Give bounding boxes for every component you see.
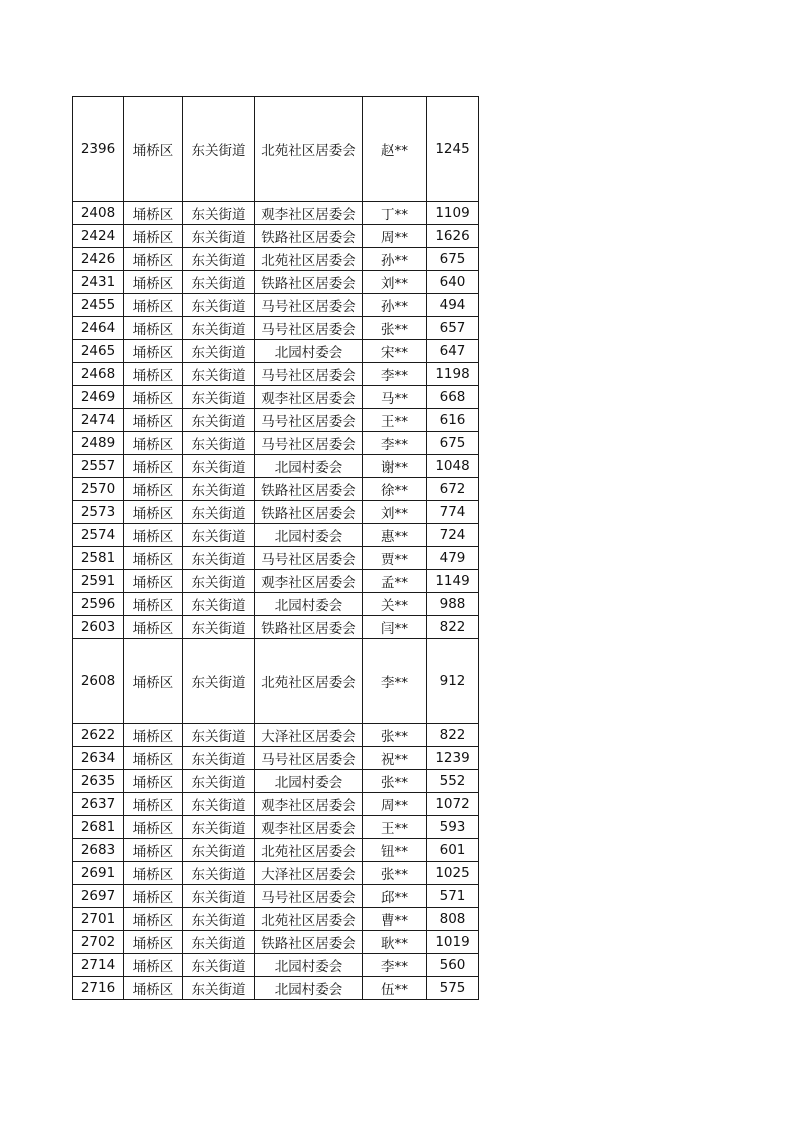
street-cell: 东关街道 [183, 839, 255, 862]
name-cell: 关** [363, 593, 427, 616]
table-row [73, 724, 479, 747]
record-id-cell: 2465 [73, 340, 124, 363]
committee-cell: 马号社区居委会 [255, 317, 363, 340]
record-id-cell: 2426 [73, 248, 124, 271]
district-cell: 埇桥区 [124, 455, 183, 478]
district-cell: 埇桥区 [124, 639, 183, 724]
table-row [73, 202, 479, 225]
committee-cell: 北苑社区居委会 [255, 97, 363, 202]
table-row [73, 97, 479, 202]
committee-cell: 铁路社区居委会 [255, 271, 363, 294]
street-cell: 东关街道 [183, 639, 255, 724]
record-id-cell: 2431 [73, 271, 124, 294]
committee-cell: 北苑社区居委会 [255, 639, 363, 724]
committee-cell: 观李社区居委会 [255, 816, 363, 839]
record-id-cell: 2701 [73, 908, 124, 931]
table-row [73, 908, 479, 931]
record-id-cell: 2634 [73, 747, 124, 770]
amount-cell: 575 [427, 977, 479, 1000]
district-cell: 埇桥区 [124, 977, 183, 1000]
amount-cell: 1149 [427, 570, 479, 593]
committee-cell: 北园村委会 [255, 455, 363, 478]
record-id-cell: 2574 [73, 524, 124, 547]
committee-cell: 北园村委会 [255, 770, 363, 793]
committee-cell: 观李社区居委会 [255, 386, 363, 409]
name-cell: 马** [363, 386, 427, 409]
street-cell: 东关街道 [183, 317, 255, 340]
amount-cell: 479 [427, 547, 479, 570]
record-id-cell: 2557 [73, 455, 124, 478]
name-cell: 伍** [363, 977, 427, 1000]
committee-cell: 观李社区居委会 [255, 570, 363, 593]
amount-cell: 560 [427, 954, 479, 977]
district-cell: 埇桥区 [124, 317, 183, 340]
table-row [73, 770, 479, 793]
amount-cell: 1198 [427, 363, 479, 386]
table-row [73, 954, 479, 977]
district-cell: 埇桥区 [124, 885, 183, 908]
district-cell: 埇桥区 [124, 97, 183, 202]
amount-cell: 668 [427, 386, 479, 409]
street-cell: 东关街道 [183, 908, 255, 931]
record-id-cell: 2396 [73, 97, 124, 202]
records-table [72, 96, 479, 1000]
district-cell: 埇桥区 [124, 908, 183, 931]
street-cell: 东关街道 [183, 363, 255, 386]
name-cell: 张** [363, 770, 427, 793]
district-cell: 埇桥区 [124, 501, 183, 524]
street-cell: 东关街道 [183, 97, 255, 202]
table-row [73, 747, 479, 770]
record-id-cell: 2622 [73, 724, 124, 747]
district-cell: 埇桥区 [124, 409, 183, 432]
record-id-cell: 2573 [73, 501, 124, 524]
record-id-cell: 2455 [73, 294, 124, 317]
street-cell: 东关街道 [183, 724, 255, 747]
district-cell: 埇桥区 [124, 747, 183, 770]
record-id-cell: 2691 [73, 862, 124, 885]
street-cell: 东关街道 [183, 340, 255, 363]
district-cell: 埇桥区 [124, 570, 183, 593]
table-row [73, 977, 479, 1000]
table-row [73, 363, 479, 386]
amount-cell: 672 [427, 478, 479, 501]
district-cell: 埇桥区 [124, 547, 183, 570]
district-cell: 埇桥区 [124, 931, 183, 954]
committee-cell: 北园村委会 [255, 593, 363, 616]
district-cell: 埇桥区 [124, 478, 183, 501]
district-cell: 埇桥区 [124, 225, 183, 248]
table-row [73, 885, 479, 908]
committee-cell: 铁路社区居委会 [255, 225, 363, 248]
district-cell: 埇桥区 [124, 593, 183, 616]
table-row [73, 478, 479, 501]
amount-cell: 1109 [427, 202, 479, 225]
name-cell: 李** [363, 432, 427, 455]
table-row [73, 294, 479, 317]
record-id-cell: 2697 [73, 885, 124, 908]
street-cell: 东关街道 [183, 524, 255, 547]
record-id-cell: 2408 [73, 202, 124, 225]
amount-cell: 724 [427, 524, 479, 547]
table-row [73, 639, 479, 724]
amount-cell: 1019 [427, 931, 479, 954]
street-cell: 东关街道 [183, 593, 255, 616]
amount-cell: 1048 [427, 455, 479, 478]
committee-cell: 马号社区居委会 [255, 885, 363, 908]
table-row [73, 793, 479, 816]
committee-cell: 铁路社区居委会 [255, 931, 363, 954]
committee-cell: 铁路社区居委会 [255, 616, 363, 639]
street-cell: 东关街道 [183, 954, 255, 977]
street-cell: 东关街道 [183, 501, 255, 524]
committee-cell: 马号社区居委会 [255, 294, 363, 317]
committee-cell: 北苑社区居委会 [255, 839, 363, 862]
name-cell: 张** [363, 724, 427, 747]
committee-cell: 铁路社区居委会 [255, 478, 363, 501]
table-row [73, 931, 479, 954]
committee-cell: 北园村委会 [255, 954, 363, 977]
district-cell: 埇桥区 [124, 839, 183, 862]
records-table-body [73, 97, 479, 1000]
table-row [73, 455, 479, 478]
record-id-cell: 2681 [73, 816, 124, 839]
record-id-cell: 2468 [73, 363, 124, 386]
record-id-cell: 2464 [73, 317, 124, 340]
amount-cell: 1245 [427, 97, 479, 202]
district-cell: 埇桥区 [124, 363, 183, 386]
record-id-cell: 2570 [73, 478, 124, 501]
street-cell: 东关街道 [183, 248, 255, 271]
street-cell: 东关街道 [183, 570, 255, 593]
amount-cell: 593 [427, 816, 479, 839]
name-cell: 孟** [363, 570, 427, 593]
amount-cell: 774 [427, 501, 479, 524]
committee-cell: 马号社区居委会 [255, 363, 363, 386]
name-cell: 谢** [363, 455, 427, 478]
name-cell: 闫** [363, 616, 427, 639]
table-row [73, 432, 479, 455]
district-cell: 埇桥区 [124, 770, 183, 793]
record-id-cell: 2489 [73, 432, 124, 455]
amount-cell: 1239 [427, 747, 479, 770]
committee-cell: 观李社区居委会 [255, 202, 363, 225]
street-cell: 东关街道 [183, 294, 255, 317]
district-cell: 埇桥区 [124, 524, 183, 547]
name-cell: 张** [363, 317, 427, 340]
street-cell: 东关街道 [183, 931, 255, 954]
committee-cell: 大泽社区居委会 [255, 724, 363, 747]
district-cell: 埇桥区 [124, 340, 183, 363]
street-cell: 东关街道 [183, 478, 255, 501]
name-cell: 贾** [363, 547, 427, 570]
street-cell: 东关街道 [183, 793, 255, 816]
name-cell: 耿** [363, 931, 427, 954]
name-cell: 刘** [363, 271, 427, 294]
amount-cell: 601 [427, 839, 479, 862]
name-cell: 曹** [363, 908, 427, 931]
name-cell: 宋** [363, 340, 427, 363]
street-cell: 东关街道 [183, 432, 255, 455]
table-row [73, 547, 479, 570]
committee-cell: 观李社区居委会 [255, 793, 363, 816]
amount-cell: 657 [427, 317, 479, 340]
committee-cell: 北园村委会 [255, 524, 363, 547]
amount-cell: 571 [427, 885, 479, 908]
amount-cell: 822 [427, 724, 479, 747]
amount-cell: 1626 [427, 225, 479, 248]
table-row [73, 501, 479, 524]
record-id-cell: 2714 [73, 954, 124, 977]
district-cell: 埇桥区 [124, 816, 183, 839]
record-id-cell: 2608 [73, 639, 124, 724]
record-id-cell: 2637 [73, 793, 124, 816]
table-row [73, 248, 479, 271]
committee-cell: 铁路社区居委会 [255, 501, 363, 524]
district-cell: 埇桥区 [124, 248, 183, 271]
street-cell: 东关街道 [183, 547, 255, 570]
table-row [73, 271, 479, 294]
street-cell: 东关街道 [183, 409, 255, 432]
amount-cell: 640 [427, 271, 479, 294]
name-cell: 惠** [363, 524, 427, 547]
street-cell: 东关街道 [183, 816, 255, 839]
name-cell: 祝** [363, 747, 427, 770]
name-cell: 钮** [363, 839, 427, 862]
record-id-cell: 2683 [73, 839, 124, 862]
committee-cell: 北苑社区居委会 [255, 248, 363, 271]
record-id-cell: 2596 [73, 593, 124, 616]
name-cell: 赵** [363, 97, 427, 202]
amount-cell: 552 [427, 770, 479, 793]
table-row [73, 816, 479, 839]
district-cell: 埇桥区 [124, 202, 183, 225]
street-cell: 东关街道 [183, 271, 255, 294]
street-cell: 东关街道 [183, 862, 255, 885]
record-id-cell: 2635 [73, 770, 124, 793]
name-cell: 刘** [363, 501, 427, 524]
committee-cell: 北园村委会 [255, 340, 363, 363]
street-cell: 东关街道 [183, 455, 255, 478]
amount-cell: 988 [427, 593, 479, 616]
record-id-cell: 2702 [73, 931, 124, 954]
district-cell: 埇桥区 [124, 793, 183, 816]
name-cell: 孙** [363, 294, 427, 317]
name-cell: 张** [363, 862, 427, 885]
district-cell: 埇桥区 [124, 294, 183, 317]
record-id-cell: 2424 [73, 225, 124, 248]
record-id-cell: 2591 [73, 570, 124, 593]
table-row [73, 570, 479, 593]
street-cell: 东关街道 [183, 386, 255, 409]
street-cell: 东关街道 [183, 885, 255, 908]
amount-cell: 675 [427, 248, 479, 271]
amount-cell: 1025 [427, 862, 479, 885]
district-cell: 埇桥区 [124, 724, 183, 747]
record-id-cell: 2469 [73, 386, 124, 409]
committee-cell: 马号社区居委会 [255, 547, 363, 570]
record-id-cell: 2603 [73, 616, 124, 639]
amount-cell: 808 [427, 908, 479, 931]
name-cell: 丁** [363, 202, 427, 225]
name-cell: 李** [363, 363, 427, 386]
amount-cell: 1072 [427, 793, 479, 816]
record-id-cell: 2581 [73, 547, 124, 570]
amount-cell: 494 [427, 294, 479, 317]
name-cell: 李** [363, 639, 427, 724]
table-row [73, 524, 479, 547]
name-cell: 邱** [363, 885, 427, 908]
street-cell: 东关街道 [183, 770, 255, 793]
name-cell: 周** [363, 225, 427, 248]
table-row [73, 839, 479, 862]
amount-cell: 822 [427, 616, 479, 639]
street-cell: 东关街道 [183, 977, 255, 1000]
district-cell: 埇桥区 [124, 271, 183, 294]
record-id-cell: 2474 [73, 409, 124, 432]
district-cell: 埇桥区 [124, 432, 183, 455]
amount-cell: 675 [427, 432, 479, 455]
table-row [73, 409, 479, 432]
table-row [73, 225, 479, 248]
street-cell: 东关街道 [183, 202, 255, 225]
table-row [73, 317, 479, 340]
district-cell: 埇桥区 [124, 862, 183, 885]
committee-cell: 马号社区居委会 [255, 747, 363, 770]
committee-cell: 北苑社区居委会 [255, 908, 363, 931]
record-id-cell: 2716 [73, 977, 124, 1000]
street-cell: 东关街道 [183, 225, 255, 248]
street-cell: 东关街道 [183, 616, 255, 639]
committee-cell: 北园村委会 [255, 977, 363, 1000]
name-cell: 孙** [363, 248, 427, 271]
name-cell: 徐** [363, 478, 427, 501]
name-cell: 李** [363, 954, 427, 977]
amount-cell: 616 [427, 409, 479, 432]
table-row [73, 386, 479, 409]
committee-cell: 马号社区居委会 [255, 432, 363, 455]
name-cell: 王** [363, 816, 427, 839]
district-cell: 埇桥区 [124, 386, 183, 409]
amount-cell: 647 [427, 340, 479, 363]
district-cell: 埇桥区 [124, 954, 183, 977]
table-row [73, 616, 479, 639]
name-cell: 周** [363, 793, 427, 816]
table-row [73, 593, 479, 616]
name-cell: 王** [363, 409, 427, 432]
amount-cell: 912 [427, 639, 479, 724]
street-cell: 东关街道 [183, 747, 255, 770]
committee-cell: 马号社区居委会 [255, 409, 363, 432]
table-row [73, 340, 479, 363]
district-cell: 埇桥区 [124, 616, 183, 639]
table-row [73, 862, 479, 885]
committee-cell: 大泽社区居委会 [255, 862, 363, 885]
